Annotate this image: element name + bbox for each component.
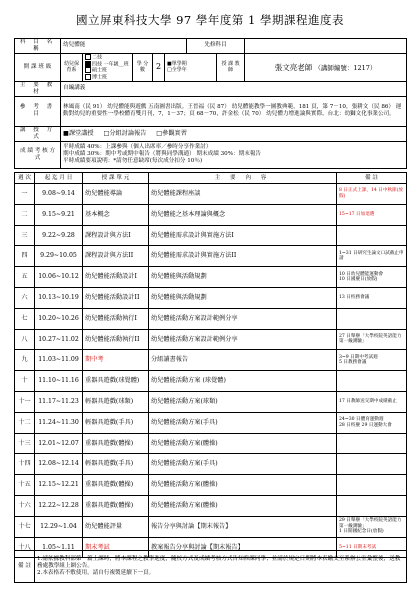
- week-content: 幼兒體能活動方案 (球覺體): [149, 371, 337, 392]
- schedule-row: [15, 433, 407, 454]
- assessment-line: 平時成績要項說明：*請勿任意缺席(每次成分扣分 10％): [63, 158, 203, 165]
- term-options: [165, 53, 217, 81]
- week-note: 8 日正式上課，14 日中秋節(放假): [337, 184, 407, 205]
- schedule-row: [15, 267, 407, 288]
- week-number: 十六: [15, 495, 35, 516]
- program-2yr[interactable]: 二技: [85, 54, 130, 61]
- week-content: 幼兒體能活動方案(手具): [149, 412, 337, 433]
- week-number: 一: [15, 184, 35, 205]
- week-unit: 幼兒體能活動設計I: [83, 267, 149, 288]
- week-dates: 11.17~11.23: [35, 391, 83, 412]
- week-unit: 課程設計與方法II: [83, 246, 149, 267]
- week-content: 幼兒體能之基本理論與概念: [149, 204, 337, 225]
- week-note: [337, 433, 407, 454]
- week-content: 幼兒體能活動方案設計範例分享: [149, 308, 337, 329]
- reference-label: 參 考 書 目: [15, 96, 61, 126]
- week-number: 十三: [15, 433, 35, 454]
- week-note: 1~31 日研究生論文口試截止申請: [337, 246, 407, 267]
- teacher-cell: [245, 53, 407, 81]
- assessment-value: [61, 141, 407, 168]
- week-number: 十七: [15, 516, 35, 537]
- page-title: 國立屏東科技大學 97 學年度第 1 學期課程進度表: [75, 13, 345, 27]
- program-4yr[interactable]: 四技 一年級__班: [85, 61, 130, 68]
- checkbox-icon: [85, 74, 91, 80]
- week-note: 10 日幼兒體能運動會 10 日國慶日(放假): [337, 267, 407, 288]
- week-number: 十四: [15, 454, 35, 475]
- credits-label: 學 分 數: [133, 53, 153, 81]
- week-note: [337, 371, 407, 392]
- method-group-discussion[interactable]: □分組討論報告: [103, 130, 147, 138]
- week-unit: 重器具遊戲(球覺體): [83, 371, 149, 392]
- schedule-row: [15, 454, 407, 475]
- week-unit: 幼兒體能評量: [83, 516, 149, 537]
- week-unit: 基本概念: [83, 204, 149, 225]
- week-number: 二: [15, 204, 35, 225]
- remarks-line: 1.請依據教科部第一篇上課時，將本課程之教學進度，隨校方式及成績考核方式告知修課同學；並請於規定日期將本表繳交至系辦公室彙整後，送教務處教學組上網公告。: [37, 556, 401, 569]
- schedule-row: [15, 184, 407, 205]
- textbook-value: 自編講義: [61, 81, 407, 96]
- schedule-row: [15, 225, 407, 246]
- week-content: 幼兒體能活動方案(體操): [149, 475, 337, 496]
- assessment-label: 成 績 考 核 方 式: [15, 141, 61, 168]
- class-label: 開 課 班 級: [15, 53, 61, 81]
- header-week: 週 次: [15, 173, 35, 184]
- week-number: 四: [15, 246, 35, 267]
- credits-value: 2: [153, 53, 165, 81]
- header-unit: 授 課 單 元: [83, 173, 149, 184]
- week-dates: 12.01~12.07: [35, 433, 83, 454]
- week-number: 十一: [15, 391, 35, 412]
- week-dates: 10.06~10.12: [35, 267, 83, 288]
- week-dates: 12.15~12.21: [35, 475, 83, 496]
- remarks-label: 備 註: [15, 551, 35, 583]
- week-note: 3~9 日期中考試週 5 日教務會議: [337, 350, 407, 371]
- week-content: 報告分享與討論【期末報告】: [149, 516, 337, 537]
- assessment-line: 平時成績 40%：上課參與（個人出席率／參時分享作業討）: [63, 144, 212, 151]
- week-note: 13 日校務會議: [337, 287, 407, 308]
- remarks-line: 2.本表格若不敷使用，請自行複製延續下一頁。: [37, 569, 155, 576]
- dept-value: 幼兒保育系: [61, 53, 83, 81]
- week-content: 幼兒體能活動方案(體操): [149, 495, 337, 516]
- week-number: 九: [15, 350, 35, 371]
- method-label: 講 授 方 式: [15, 126, 61, 141]
- week-content: 幼兒體能活動方案(體操): [149, 433, 337, 454]
- header-content: 主 要 內 容: [149, 173, 337, 184]
- week-dates: 10.20~10.26: [35, 308, 83, 329]
- schedule-row: [15, 516, 407, 537]
- week-note: [337, 495, 407, 516]
- week-dates: 11.10~11.16: [35, 371, 83, 392]
- teacher-name: 張文亮老師: [274, 62, 313, 72]
- week-unit: 輕器具遊戲(手具): [83, 454, 149, 475]
- term-full-year[interactable]: □全學年: [167, 67, 187, 74]
- week-unit: 幼兒體能活動執行II: [83, 329, 149, 350]
- week-number: 八: [15, 329, 35, 350]
- prereq-label: 先修科目: [187, 39, 245, 54]
- week-dates: 9.15~9.21: [35, 204, 83, 225]
- week-dates: 12.08~12.14: [35, 454, 83, 475]
- schedule-row: [15, 204, 407, 225]
- week-dates: 11.24~11.30: [35, 412, 83, 433]
- week-content: 幼兒體能活動方案(手具): [149, 454, 337, 475]
- course-name-label: 科 目 名 稱: [15, 39, 61, 54]
- schedule-row: [15, 246, 407, 267]
- remarks-table: [14, 550, 407, 583]
- week-note: 15~17 日加退選: [337, 204, 407, 225]
- week-dates: 9.29~10.05: [35, 246, 83, 267]
- checkbox-icon: [85, 67, 91, 73]
- week-note: 27 日舉辦「大學校院英語能力第一級測驗」: [337, 329, 407, 350]
- week-unit: 輕器具遊戲(球類): [83, 391, 149, 412]
- schedule-header-row: [15, 173, 407, 184]
- method-options: [61, 126, 407, 141]
- week-note: [337, 454, 407, 475]
- week-note: [337, 475, 407, 496]
- week-dates: 10.27~11.02: [35, 329, 83, 350]
- week-dates: 11.03~11.09: [35, 350, 83, 371]
- week-dates: 9.08~9.14: [35, 184, 83, 205]
- week-unit: 期末考試: [83, 537, 149, 558]
- week-number: 十: [15, 371, 35, 392]
- week-number: 十二: [15, 412, 35, 433]
- week-unit: 課程設計與方法I: [83, 225, 149, 246]
- course-info-table: [14, 38, 407, 169]
- week-content: 幼兒體能課程座談: [149, 184, 337, 205]
- week-note: 5~11 日期末考試: [337, 537, 407, 558]
- schedule-row: [15, 475, 407, 496]
- schedule-row: [15, 495, 407, 516]
- schedule-row: [15, 350, 407, 371]
- week-content: 幼兒體能與活動規劃: [149, 287, 337, 308]
- checked-box-icon: [85, 61, 91, 67]
- week-content: 幼兒體能活動方案設計範例分享: [149, 329, 337, 350]
- checkbox-icon: [85, 54, 91, 60]
- week-note: 17 日教師送交期中成績截止: [337, 391, 407, 412]
- week-note: [337, 308, 407, 329]
- week-content: 分組讀書報告: [149, 350, 337, 371]
- week-unit: 期中考: [83, 350, 149, 371]
- method-field-visit[interactable]: □參觀實習: [156, 130, 187, 138]
- week-dates: 1.05~1.11: [35, 537, 83, 558]
- week-unit: 重器具遊戲(體操): [83, 433, 149, 454]
- week-dates: 9.22~9.28: [35, 225, 83, 246]
- remarks-value: [35, 551, 407, 583]
- header-note: 備 註: [337, 173, 407, 184]
- schedule-row: [15, 391, 407, 412]
- week-dates: 12.29~1.04: [35, 516, 83, 537]
- course-name-value: 幼兒體能: [61, 39, 187, 54]
- schedule-table: [14, 172, 407, 558]
- teacher-label: 授 課 教 師: [217, 53, 245, 81]
- week-content: 幼兒體能需求設計與實施方法I: [149, 225, 337, 246]
- week-unit: 幼兒體能活動設計II: [83, 287, 149, 308]
- week-number: 三: [15, 225, 35, 246]
- week-number: 十八: [15, 537, 35, 558]
- header-date: 起 迄 月 日: [35, 173, 83, 184]
- schedule-row: [15, 308, 407, 329]
- week-content: 幼兒體能需求設計與實施方法II: [149, 246, 337, 267]
- week-unit: 幼兒體能導論: [83, 184, 149, 205]
- week-note: 24~30 日體育運動週 28 日校慶 29 日運動大會: [337, 412, 407, 433]
- week-number: 七: [15, 308, 35, 329]
- assessment-line: 期中成績 30%：期中考或期中報告（將與同學溝通） 期末成績 30%：期末報告: [63, 151, 262, 158]
- method-lecture[interactable]: ■課堂講授: [63, 130, 94, 138]
- schedule-row: [15, 329, 407, 350]
- term-single[interactable]: ■單學期: [167, 61, 187, 68]
- week-number: 五: [15, 267, 35, 288]
- program-options: [83, 53, 133, 81]
- prereq-value: [245, 39, 407, 54]
- week-unit: 重器具遊戲(體操): [83, 475, 149, 496]
- week-number: 六: [15, 287, 35, 308]
- schedule-row: [15, 371, 407, 392]
- week-unit: 重器具遊戲(體操): [83, 495, 149, 516]
- week-dates: 12.22~12.28: [35, 495, 83, 516]
- program-master[interactable]: 碩士班: [85, 67, 130, 74]
- week-content: 幼兒體能活動方案(球類): [149, 391, 337, 412]
- program-phd[interactable]: 博士班: [85, 74, 130, 81]
- textbook-label: 主 要 教 材: [15, 81, 61, 96]
- week-unit: 幼兒體能活動執行I: [83, 308, 149, 329]
- week-note: 29 日舉辦「大學校院英語能力第一級測驗」 1 日開國紀念日(放假): [337, 516, 407, 537]
- week-dates: 10.13~10.19: [35, 287, 83, 308]
- week-number: 十五: [15, 475, 35, 496]
- schedule-row: [15, 412, 407, 433]
- week-content: 幼兒體能與活動規劃: [149, 267, 337, 288]
- teacher-id: （講師編號：1217）: [314, 63, 377, 72]
- week-note: [337, 225, 407, 246]
- schedule-row: [15, 287, 407, 308]
- reference-value: 林風南（民 91） 幼兒體能與遊戲 五南圖書出版。王晉福（民 87） 幼兒體能教學一圖教典範，181 頁，第 7－10，張耕文（民 86） 運動對幼兒的重要性一學校體育雙月刊，7，1－37；頁 68－70，許金松（民 70） 幼兒體力增進論與實際，台北：幼獅文化事業公司。: [61, 96, 407, 126]
- week-content: 教案報告分享與討論【期末報告】: [149, 537, 337, 558]
- week-unit: 輕器具遊戲(手具): [83, 412, 149, 433]
